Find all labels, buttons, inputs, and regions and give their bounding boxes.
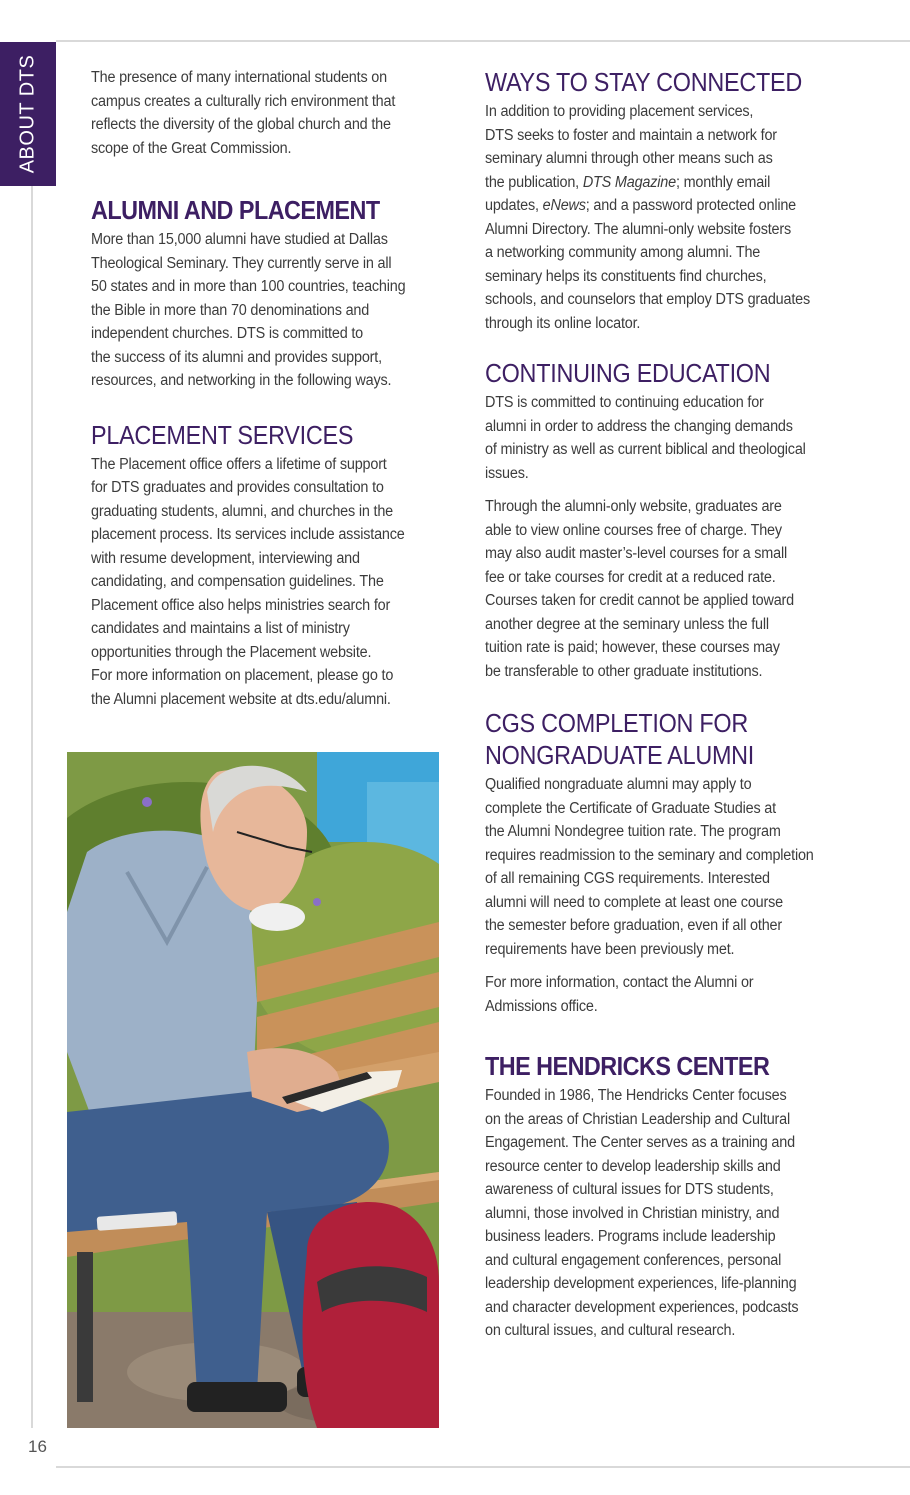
ways-to-stay-connected-paragraph: In addition to providing placement services, DTS seeks to foster and maintain a network for seminary alumni through other means such as the publication, DTS Magazine; monthly email updates, eNews; and a password protected online Alumni Directory. The alumni-only website fosters a networking community among alumni. The seminary helps its constituents find churches, schools, and counselors that employ DTS graduates through its online locator.: [485, 103, 811, 332]
continuing-education-heading: CONTINUING EDUCATION: [485, 358, 771, 388]
hendricks-center-paragraph: Founded in 1986, The Hendricks Center focuses on the areas of Christian Leadership and Cultural Engagement. The Center serves as a training and resource center to develop leadership skills and awareness of cultural issues for DTS students, alumni, those involved in Christian ministry, and business leaders. Programs include leadership and cultural engagement conferences, personal leadership development experiences, life-planning and character development experiences, podcasts on cultural issues, and cultural research.: [485, 1087, 799, 1339]
continuing-education-paragraph-1: DTS is committed to continuing education for alumni in order to address the changing demands of ministry as well as current biblical and theological issues.: [485, 394, 806, 482]
cgs-completion-paragraph-1: Qualified nongraduate alumni may apply to complete the Certificate of Graduate Studies at the Alumni Nondegree tuition rate. The program requires readmission to the seminary and completion of all remaining CGS requirements. Interested alumni will need to complete at least one course the semester before graduation, even if all other requirements have been previously met.: [485, 776, 814, 958]
left-column: [91, 66, 441, 711]
placement-services-paragraph: The Placement office offers a lifetime of support for DTS graduates and provides consultation to graduating students, alumni, and churches in the placement process. Its services include assistance with resume development, interviewing and candidating, and compensation guidelines. The Placement office also helps ministries search for candidates and maintains a list of ministry opportunities through the Placement website. For more information on placement, please go to the Alumni placement website at dts.edu/alumni.: [91, 455, 405, 708]
photo-man-reading-bible-on-bench: [67, 752, 439, 1428]
dts-magazine-title: DTS Magazine: [582, 173, 676, 191]
top-rule: [56, 40, 910, 42]
ways-to-stay-connected-heading: WAYS TO STAY CONNECTED: [485, 67, 802, 97]
bottom-rule: [56, 1466, 910, 1468]
alumni-placement-paragraph: More than 15,000 alumni have studied at Dallas Theological Seminary. They currently serve in all 50 states and in more than 100 countries, teaching the Bible in more than 70 denominations and independent churches. DTS is committed to the success of its alumni and provides support, resources, and networking in the following ways.: [91, 231, 406, 389]
left-margin-rule: [31, 186, 33, 1428]
hendricks-center-heading: THE HENDRICKS CENTER: [485, 1051, 770, 1081]
alumni-placement-heading: ALUMNI AND PLACEMENT: [91, 195, 380, 225]
page-number: 16: [28, 1437, 47, 1456]
section-tab-label: ABOUT DTS: [16, 54, 39, 174]
cgs-completion-paragraph-2: For more information, contact the Alumni or Admissions office.: [485, 974, 754, 1015]
section-tab: [0, 42, 56, 186]
continuing-education-paragraph-2: Through the alumni-only website, graduates are able to view online courses free of charge. They may also audit master’s-level courses for a small fee or take courses for credit at a reduced rate. Courses taken for credit cannot be applied toward another degree at the seminary unless the full tuition rate is paid; however, these courses may be transferable to other graduate institutions.: [485, 498, 795, 680]
right-column: [485, 66, 835, 1343]
cgs-completion-heading: CGS COMPLETION FOR NONGRADUATE ALUMNI: [485, 708, 755, 770]
enews-title: eNews: [542, 197, 586, 214]
placement-services-heading: PLACEMENT SERVICES: [91, 419, 354, 450]
intro-paragraph: The presence of many international students on campus creates a culturally rich environment that reflects the diversity of the global church and the scope of the Great Commission.: [91, 69, 396, 157]
